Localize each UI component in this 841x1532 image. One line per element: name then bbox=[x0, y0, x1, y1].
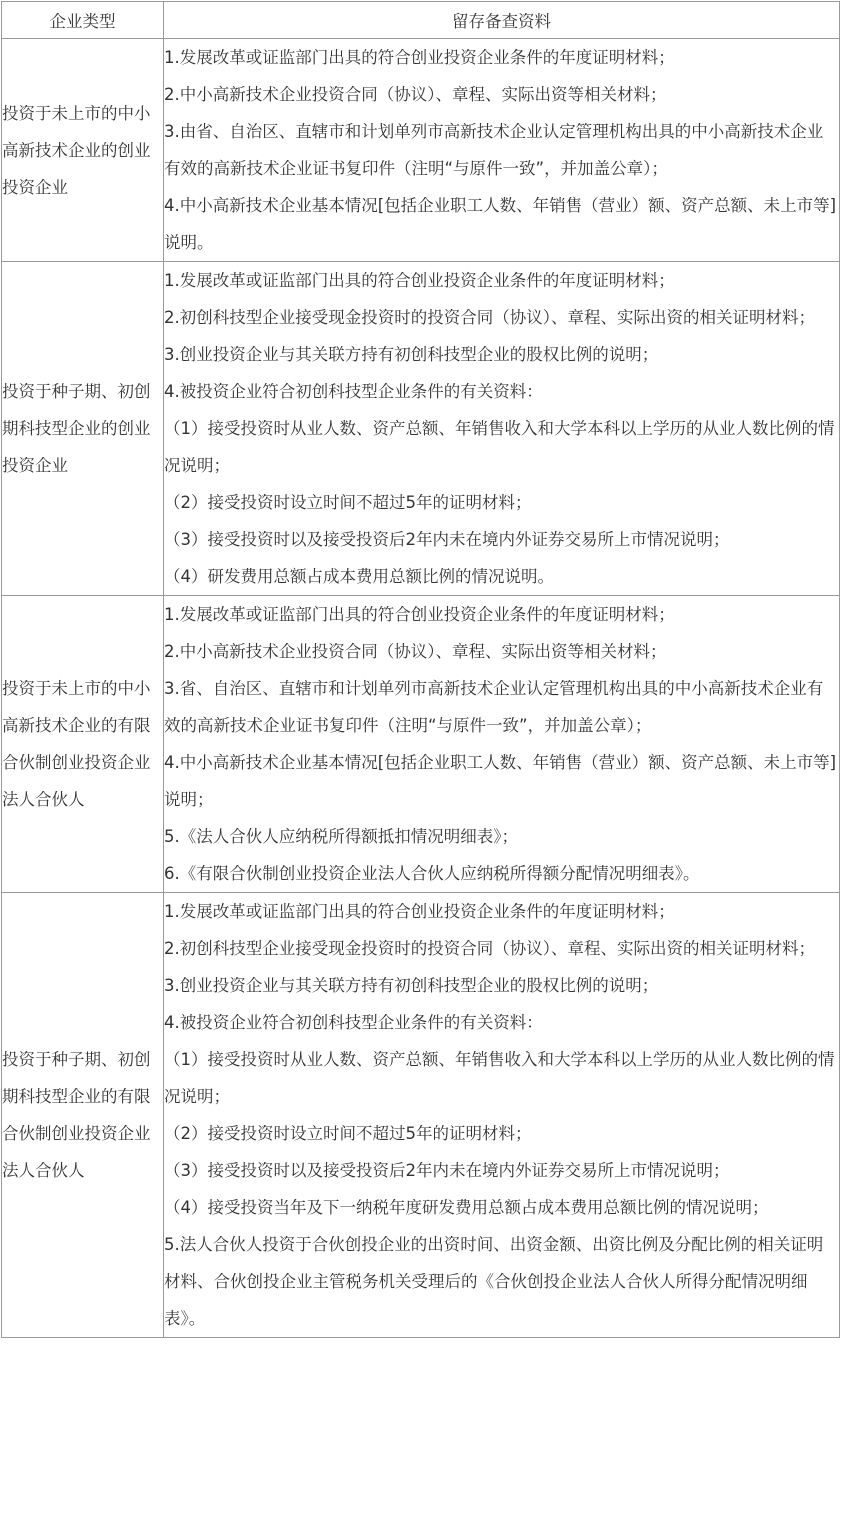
materials-cell bbox=[164, 893, 840, 1338]
enterprise-type-cell: 投资于未上市的中小高新技术企业的有限合伙制创业投资企业法人合伙人 bbox=[2, 596, 164, 893]
material-item: 2.初创科技型企业接受现金投资时的投资合同（协议）、章程、实际出资的相关证明材料； bbox=[164, 939, 815, 958]
header-retained-materials: 留存备查资料 bbox=[164, 2, 840, 39]
material-item: 4.被投资企业符合初创科技型企业条件的有关资料： bbox=[164, 382, 543, 401]
material-item: 2.中小高新技术企业投资合同（协议）、章程、实际出资等相关材料； bbox=[164, 85, 667, 104]
material-item: 4.中小高新技术企业基本情况[包括企业职工人数、年销售（营业）额、资产总额、未上市等]说明。 bbox=[164, 196, 837, 252]
table-row bbox=[2, 262, 840, 596]
enterprise-type-cell: 投资于未上市的中小高新技术企业的创业投资企业 bbox=[2, 39, 164, 262]
material-item: 3.省、自治区、直辖市和计划单列市高新技术企业认定管理机构出具的中小高新技术企业有效的高新技术企业证书复印件（注明“与原件一致”，并加盖公章）； bbox=[164, 679, 824, 735]
table-row bbox=[2, 39, 840, 262]
material-item: 1.发展改革或证监部门出具的符合创业投资企业条件的年度证明材料； bbox=[164, 48, 675, 67]
enterprise-type-cell: 投资于种子期、初创期科技型企业的有限合伙制创业投资企业法人合伙人 bbox=[2, 893, 164, 1338]
material-item: 3.创业投资企业与其关联方持有初创科技型企业的股权比例的说明； bbox=[164, 345, 659, 364]
material-item: 2.初创科技型企业接受现金投资时的投资合同（协议）、章程、实际出资的相关证明材料； bbox=[164, 308, 815, 327]
header-row bbox=[2, 2, 840, 39]
materials-cell bbox=[164, 596, 840, 893]
material-item: 4.被投资企业符合初创科技型企业条件的有关资料： bbox=[164, 1013, 543, 1032]
material-item: 3.由省、自治区、直辖市和计划单列市高新技术企业认定管理机构出具的中小高新技术企业有效的高新技术企业证书复印件（注明“与原件一致”，并加盖公章）； bbox=[164, 122, 824, 178]
table-row bbox=[2, 596, 840, 893]
material-subitem: （3）接受投资时以及接受投资后2年内未在境内外证券交易所上市情况说明； bbox=[164, 530, 730, 549]
material-item: 1.发展改革或证监部门出具的符合创业投资企业条件的年度证明材料； bbox=[164, 271, 675, 290]
material-subitem: （4）研发费用总额占成本费用总额比例的情况说明。 bbox=[164, 567, 554, 586]
material-item: 1.发展改革或证监部门出具的符合创业投资企业条件的年度证明材料； bbox=[164, 902, 675, 921]
materials-cell bbox=[164, 39, 840, 262]
material-subitem: （2）接受投资时设立时间不超过5年的证明材料； bbox=[164, 493, 532, 512]
material-item: 5.法人合伙人投资于合伙创投企业的出资时间、出资金额、出资比例及分配比例的相关证明材料、合伙创投企业主管税务机关受理后的《合伙创投企业法人合伙人所得分配情况明细表》。 bbox=[164, 1235, 824, 1328]
material-item: 5.《法人合伙人应纳税所得额抵扣情况明细表》； bbox=[164, 827, 518, 846]
table-row bbox=[2, 893, 840, 1338]
material-subitem: （1）接受投资时从业人数、资产总额、年销售收入和大学本科以上学历的从业人数比例的情况说明； bbox=[164, 1050, 835, 1106]
material-item: 6.《有限合伙制创业投资企业法人合伙人应纳税所得额分配情况明细表》。 bbox=[164, 864, 700, 883]
requirements-table bbox=[1, 1, 840, 1338]
material-subitem: （2）接受投资时设立时间不超过5年的证明材料； bbox=[164, 1124, 532, 1143]
material-item: 4.中小高新技术企业基本情况[包括企业职工人数、年销售（营业）额、资产总额、未上市等]说明； bbox=[164, 753, 837, 809]
material-item: 3.创业投资企业与其关联方持有初创科技型企业的股权比例的说明； bbox=[164, 976, 659, 995]
enterprise-type-cell: 投资于种子期、初创期科技型企业的创业投资企业 bbox=[2, 262, 164, 596]
material-subitem: （4）接受投资当年及下一纳税年度研发费用总额占成本费用总额比例的情况说明； bbox=[164, 1198, 769, 1217]
header-enterprise-type: 企业类型 bbox=[2, 2, 164, 39]
material-item: 2.中小高新技术企业投资合同（协议）、章程、实际出资等相关材料； bbox=[164, 642, 667, 661]
material-item: 1.发展改革或证监部门出具的符合创业投资企业条件的年度证明材料； bbox=[164, 605, 675, 624]
material-subitem: （3）接受投资时以及接受投资后2年内未在境内外证券交易所上市情况说明； bbox=[164, 1161, 730, 1180]
material-subitem: （1）接受投资时从业人数、资产总额、年销售收入和大学本科以上学历的从业人数比例的情况说明； bbox=[164, 419, 835, 475]
materials-cell bbox=[164, 262, 840, 596]
